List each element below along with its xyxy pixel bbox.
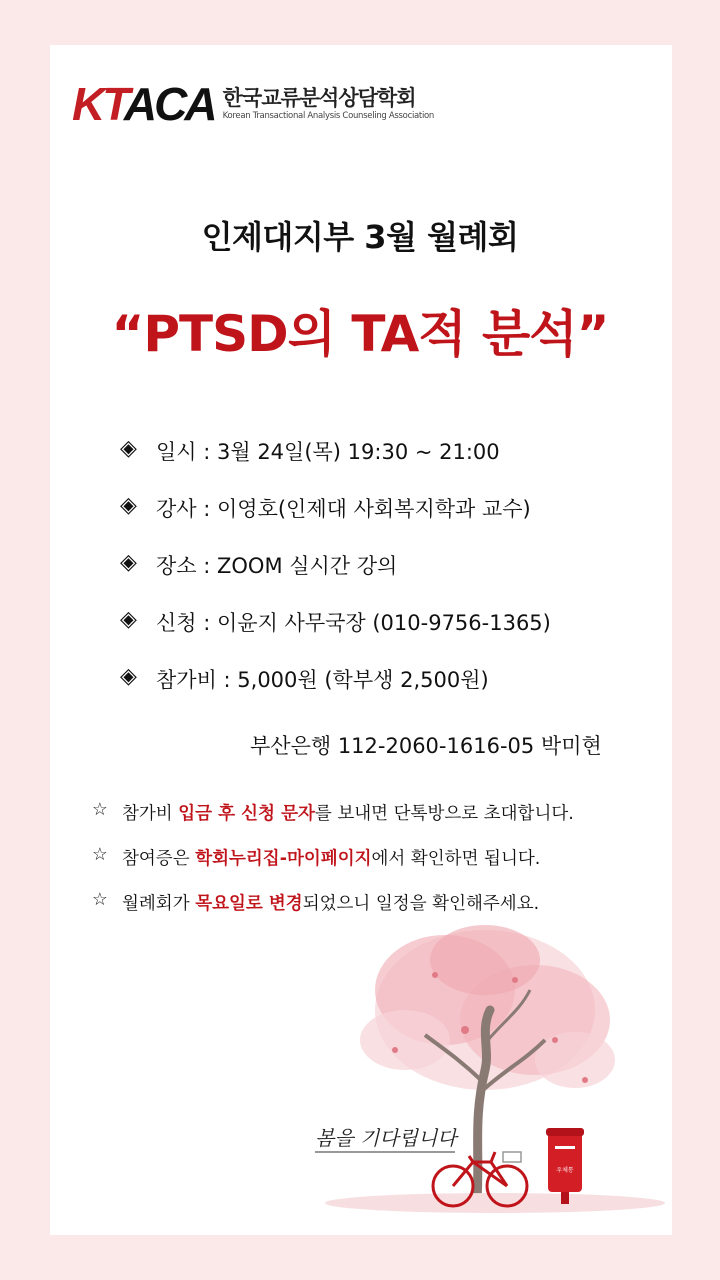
- notice-text: 참가비: [122, 804, 179, 824]
- logo-letter: C: [154, 78, 185, 130]
- diamond-bullet-icon: ◈: [120, 493, 137, 518]
- notice-highlight: 학회누리집-마이페이지: [195, 849, 372, 869]
- notice-list: [92, 800, 692, 935]
- diamond-bullet-icon: ◈: [120, 436, 137, 461]
- notice-highlight: 목요일로 변경: [195, 894, 303, 914]
- info-text: 신청 : 이윤지 사무국장 (010-9756-1365): [156, 611, 551, 635]
- info-text: 강사 : 이영호(인제대 사회복지학과 교수): [156, 497, 531, 521]
- bank-account: 부산은행 112-2060-1616-05 박미현: [250, 734, 602, 758]
- postbox-label: 우체통: [556, 1167, 574, 1174]
- diamond-bullet-icon: ◈: [120, 550, 137, 575]
- notice-highlight: 입금 후 신청 문자: [178, 804, 315, 824]
- logo-letter: A: [123, 78, 155, 130]
- info-place: [120, 550, 680, 607]
- notice-item: [92, 800, 692, 845]
- ktaca-logo: [72, 78, 434, 130]
- info-speaker: [120, 493, 680, 550]
- diamond-bullet-icon: ◈: [120, 607, 137, 632]
- logo-letter: T: [102, 78, 124, 130]
- event-title: “PTSD의 TA적 분석”: [111, 305, 609, 363]
- bicycle-basket: [503, 1152, 521, 1162]
- logo-mark: [72, 78, 215, 130]
- illustration-caption: 봄을 기다립니다: [315, 1126, 457, 1150]
- spring-tree-illustration: [285, 920, 675, 1220]
- notice-text: 에서 확인하면 됩니다.: [371, 849, 541, 869]
- info-text: 참가비 : 5,000원 (학부생 2,500원): [156, 668, 489, 692]
- notice-text: 월례회가: [122, 894, 196, 914]
- notice-item: [92, 845, 692, 890]
- info-date: [120, 436, 680, 493]
- notice-text: 를 보내면 단톡방으로 초대합니다.: [314, 804, 574, 824]
- info-text: 장소 : ZOOM 실시간 강의: [156, 554, 398, 578]
- notice-text: 되었으니 일정을 확인해주세요.: [302, 894, 540, 914]
- logo-name-en: Korean Transactional Analysis Counseling Association: [222, 111, 435, 121]
- star-bullet-icon: ☆: [92, 800, 108, 820]
- star-bullet-icon: ☆: [92, 890, 108, 910]
- star-bullet-icon: ☆: [92, 845, 108, 865]
- event-subtitle: 인제대지부 3월 월례회: [201, 218, 519, 256]
- logo-letter: A: [184, 78, 215, 130]
- info-text: 일시 : 3월 24일(목) 19:30 ~ 21:00: [156, 440, 500, 464]
- diamond-bullet-icon: ◈: [120, 664, 137, 689]
- notice-text: 참여증은: [122, 849, 196, 869]
- logo-letter: K: [72, 78, 103, 130]
- logo-name-ko: 한국교류분석상담학회: [222, 86, 416, 110]
- postbox-icon: [546, 1128, 584, 1204]
- info-registration: [120, 607, 680, 664]
- info-fee: [120, 664, 680, 721]
- event-info-list: [120, 436, 680, 721]
